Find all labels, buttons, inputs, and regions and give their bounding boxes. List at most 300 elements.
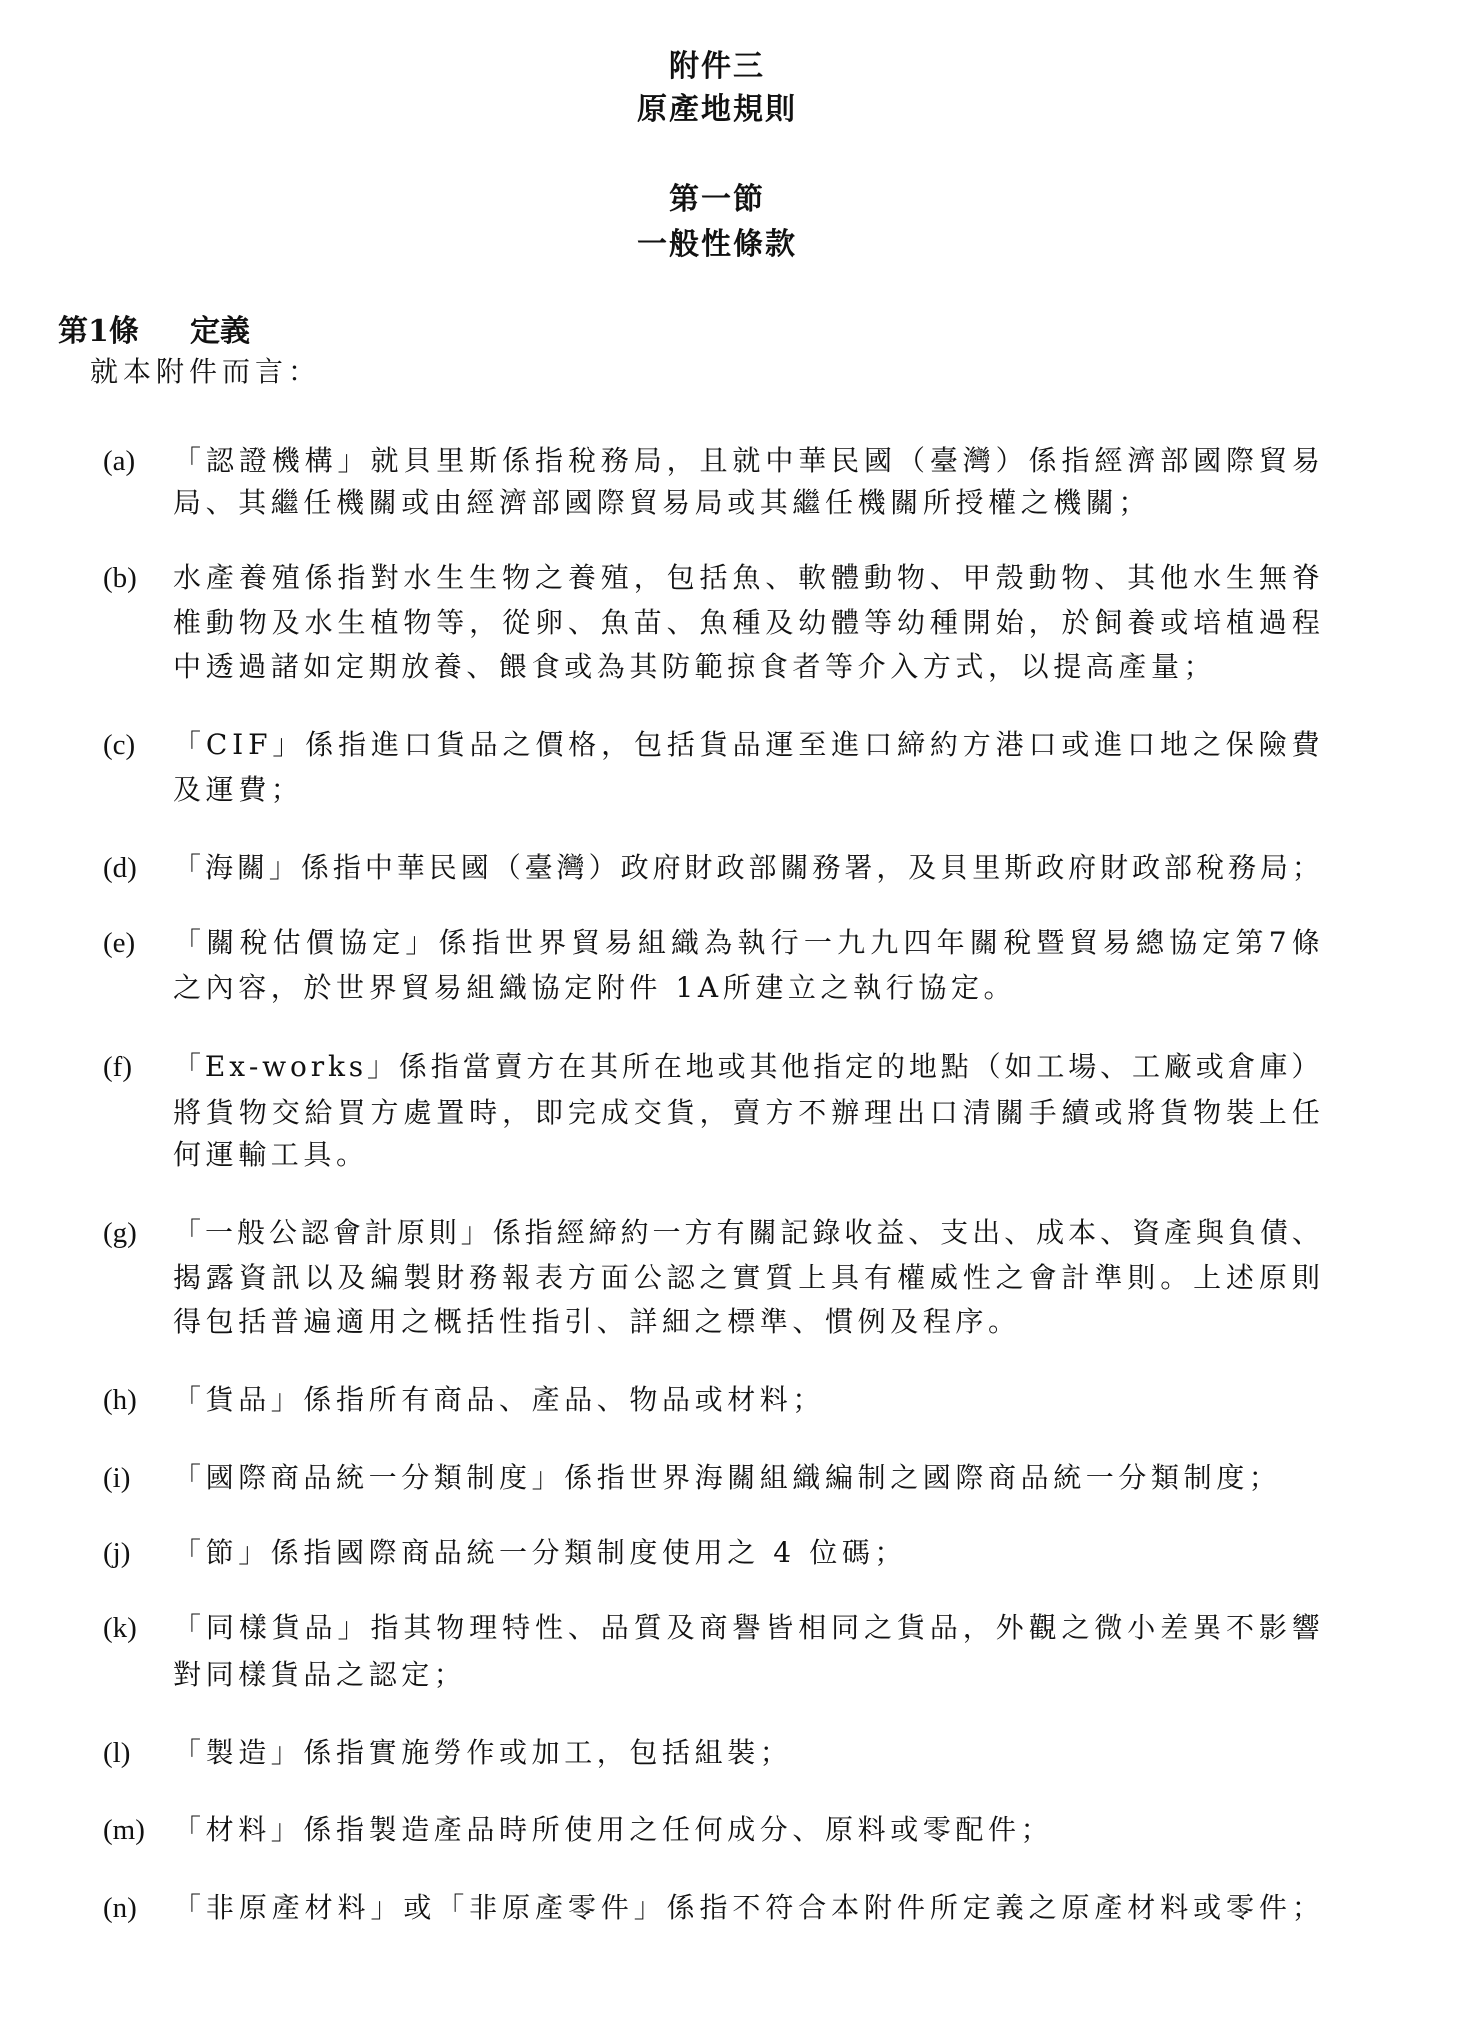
glyph: 一 [803,926,832,959]
glyph: 他 [781,1050,810,1083]
glyph: 同 [205,1611,234,1644]
glyph: 微 [1094,1611,1123,1644]
glyph: 關 [236,851,265,884]
glyph: 認 [300,1216,329,1249]
glyph: 物 [403,606,432,639]
glyph: 指 [370,1611,399,1644]
glyph: 格 [568,728,597,761]
glyph: ； [1291,851,1320,884]
glyph: 經 [1094,444,1123,477]
glyph: 本 [1068,1216,1097,1249]
glyph: ， [666,444,695,477]
glyph: 「 [173,851,202,884]
glyph: 理 [469,1611,498,1644]
glyph: 際 [1226,444,1255,477]
glyph: 財 [436,1261,465,1294]
definition-line [173,1047,1320,1087]
glyph: 國 [460,851,489,884]
glyph: 指 [338,728,367,761]
glyph: 估 [272,926,301,959]
glyph: 定 [962,1891,991,1924]
glyph: 殼 [995,561,1024,594]
glyph: 在 [653,1050,682,1083]
glyph: 方 [962,728,991,761]
definition-line: 對同樣貨品之認定； [173,1658,467,1691]
glyph: 民 [428,851,457,884]
glyph: 計 [1061,1261,1090,1294]
glyph: 「 [173,728,202,761]
glyph: 價 [305,926,334,959]
glyph: 臺 [524,851,553,884]
glyph: 即 [534,1096,563,1129]
glyph: 支 [940,1216,969,1249]
glyph: 物 [1193,1096,1222,1129]
glyph: ， [502,1096,531,1129]
glyph: 貨 [1160,1096,1189,1129]
glyph: ， [601,728,630,761]
glyph: 。 [1160,1261,1189,1294]
glyph: 之 [502,728,531,761]
glyph: 、 [765,561,794,594]
annex-title: 原產地規則 [637,92,797,127]
glyph: 」 [337,444,366,477]
glyph: 認 [666,1261,695,1294]
glyph: 面 [600,1261,629,1294]
definition-line [173,1093,1320,1133]
glyph: ， [1028,606,1057,639]
definition-label: (b) [103,562,137,594]
glyph: 或 [717,1050,746,1083]
glyph: 計 [364,1216,393,1249]
glyph: 軟 [798,561,827,594]
glyph: 、 [666,606,695,639]
glyph: 質 [765,1261,794,1294]
glyph: 益 [876,1216,905,1249]
glyph: 皆 [765,1611,794,1644]
glyph: 植 [370,606,399,639]
glyph: 當 [462,1050,491,1083]
glyph: 政 [620,851,649,884]
glyph: 成 [600,1096,629,1129]
glyph: 資 [1132,1216,1161,1249]
glyph: 經 [556,1216,585,1249]
glyph: 」 [268,851,297,884]
glyph: 係 [305,728,334,761]
glyph: 費 [1291,728,1320,761]
glyph: E [204,1050,226,1083]
glyph: 至 [798,728,827,761]
glyph: 相 [798,1611,827,1644]
glyph: （ [972,1050,1001,1083]
glyph: 記 [780,1216,809,1249]
glyph: 會 [1028,1261,1057,1294]
glyph: 指 [699,1891,728,1924]
glyph: 外 [995,1611,1024,1644]
glyph: 局 [633,444,662,477]
glyph: 產 [534,1891,563,1924]
glyph: ， [469,606,498,639]
glyph: 定 [845,1050,874,1083]
glyph: 貿 [571,926,600,959]
glyph: 」 [370,1891,399,1924]
glyph: 零 [567,1891,596,1924]
glyph: 中 [765,444,794,477]
glyph: 或 [403,1891,432,1924]
glyph: 之 [699,1261,728,1294]
glyph: 口 [403,728,432,761]
glyph: 就 [370,444,399,477]
glyph: 性 [962,1261,991,1294]
glyph: 貨 [699,728,728,761]
glyph: 港 [995,728,1024,761]
glyph: 易 [1102,926,1131,959]
glyph: 務 [1227,851,1256,884]
definition-line [173,725,1320,765]
glyph: 或 [1061,728,1090,761]
glyph: 體 [831,561,860,594]
glyph: 方 [567,1261,596,1294]
glyph: 、 [1004,1216,1033,1249]
glyph: 部 [748,851,777,884]
definition-line: 「國際商品統一分類制度」係指世界海關組織編制之國際商品統一分類制度； [173,1461,1282,1494]
glyph: 指 [332,851,361,884]
glyph: 保 [1225,728,1254,761]
glyph: 及 [908,851,937,884]
glyph: 品 [732,728,761,761]
glyph: 差 [1160,1611,1189,1644]
glyph: 織 [671,926,700,959]
glyph: 性 [534,1611,563,1644]
glyph: 培 [1193,606,1222,639]
glyph: 則 [1127,1261,1156,1294]
glyph: 露 [205,1261,234,1294]
glyph: 生 [337,606,366,639]
definition-line [173,441,1320,481]
glyph: 所 [622,1050,651,1083]
glyph: ） [588,851,617,884]
glyph: 「 [436,1891,465,1924]
glyph: 貿 [1258,444,1287,477]
glyph: 原 [396,1216,425,1249]
glyph: 魚 [699,606,728,639]
glyph: 係 [502,444,531,477]
glyph: 所 [929,1891,958,1924]
glyph: 上 [798,1261,827,1294]
glyph: 國 [1193,444,1222,477]
glyph: 局 [1259,851,1288,884]
definition-label: (g) [103,1217,137,1249]
glyph: 係 [398,1050,427,1083]
glyph: 合 [798,1891,827,1924]
definition-label: (f) [103,1051,132,1083]
glyph: 「 [173,1611,202,1644]
glyph: 品 [600,1611,629,1644]
glyph: 種 [732,606,761,639]
glyph: 口 [864,728,893,761]
glyph: 定 [372,926,401,959]
glyph: 構 [304,444,333,477]
glyph: 產 [205,561,234,594]
definition-label: (a) [103,445,136,477]
section-number: 第一節 [669,182,765,217]
glyph: s [348,1050,364,1083]
glyph: 及 [337,1261,366,1294]
definition-label: (j) [103,1537,131,1569]
glyph: 一 [204,1216,233,1249]
definition-label: (l) [103,1737,131,1769]
glyph: 威 [929,1261,958,1294]
glyph: 理 [864,1096,893,1129]
glyph: 符 [765,1891,794,1924]
glyph: 般 [236,1216,265,1249]
glyph: 水 [173,561,202,594]
glyph: 關 [748,1216,777,1249]
glyph: 零 [1226,1891,1255,1924]
glyph: 將 [1127,1096,1156,1129]
glyph: 商 [699,1611,728,1644]
glyph: 品 [304,1611,333,1644]
glyph: 廠 [1163,1050,1192,1083]
glyph: 同 [831,1611,860,1644]
definition-label: (c) [103,729,136,761]
glyph: 之 [534,561,563,594]
glyph: 其 [590,1050,619,1083]
glyph: 或 [1160,606,1189,639]
glyph: o [290,1050,307,1083]
glyph: 里 [436,444,465,477]
glyph: 水 [304,606,333,639]
glyph: 「 [173,1050,202,1083]
glyph: 殖 [600,561,629,594]
glyph: 貨 [666,1096,695,1129]
glyph: 任 [1291,1096,1320,1129]
annex-number: 附件三 [669,49,765,84]
glyph: 貝 [940,851,969,884]
glyph: 料 [337,1891,366,1924]
glyph: 係 [300,851,329,884]
glyph: 「 [173,444,202,477]
glyph: 價 [535,728,564,761]
definition-line: 局、其繼任機關或由經濟部國際貿易局或其繼任機關所授權之機關； [173,486,1152,519]
glyph: 場 [1068,1050,1097,1083]
glyph: 交 [633,1096,662,1129]
glyph: 、 [1100,1216,1129,1249]
glyph: 表 [534,1261,563,1294]
glyph: 程 [1291,606,1320,639]
definition-label: (i) [103,1462,131,1494]
glyph: 非 [205,1891,234,1924]
glyph: 具 [831,1261,860,1294]
glyph: 務 [469,1261,498,1294]
glyph: 締 [897,728,926,761]
glyph: 總 [1135,926,1164,959]
glyph: 如 [1004,1050,1033,1083]
glyph: 買 [337,1096,366,1129]
glyph: 稅 [567,444,596,477]
glyph: 包 [634,728,663,761]
glyph: 財 [684,851,713,884]
glyph: 他 [1160,561,1189,594]
glyph: 貝 [403,444,432,477]
glyph: 暨 [1036,926,1065,959]
glyph: 易 [604,926,633,959]
glyph: ； [1291,1891,1320,1924]
glyph: 約 [929,728,958,761]
glyph: 產 [1164,1216,1193,1249]
definition-line: 得包括普遍適用之概括性指引、詳細之標準、慣例及程序。 [173,1305,1021,1338]
glyph: 係 [304,561,333,594]
glyph: 之 [1028,1891,1057,1924]
glyph: 或 [1094,1096,1123,1129]
glyph: 在 [558,1050,587,1083]
glyph: 庫 [1259,1050,1288,1083]
glyph: 件 [1258,1891,1287,1924]
glyph: 工 [1132,1050,1161,1083]
glyph: 脊 [1291,561,1320,594]
glyph: 出 [972,1216,1001,1249]
glyph: 方 [370,1096,399,1129]
glyph: 質 [633,1611,662,1644]
glyph: ， [633,561,662,594]
glyph: 續 [1061,1096,1090,1129]
glyph: 辦 [831,1096,860,1129]
glyph: 債 [1259,1216,1288,1249]
glyph: 述 [1226,1261,1255,1294]
glyph: 水 [1193,561,1222,594]
definition-line [173,848,1320,888]
glyph: 務 [812,851,841,884]
glyph: I [232,728,244,761]
glyph: 生 [436,561,465,594]
glyph: 幼 [896,606,925,639]
definition-label: (m) [103,1814,145,1846]
glyph: 點 [940,1050,969,1083]
glyph: ， [876,851,905,884]
definition-line: 「材料」係指製造產品時所使用之任何成分、原料或零配件； [173,1813,1054,1846]
glyph: 體 [831,606,860,639]
glyph: 種 [929,606,958,639]
glyph: 指 [534,444,563,477]
glyph: 有 [864,1261,893,1294]
glyph: 民 [831,444,860,477]
glyph: 國 [864,444,893,477]
glyph: 里 [972,851,1001,884]
glyph: 無 [1258,561,1287,594]
glyph: 貨 [271,1611,300,1644]
glyph: F [248,728,268,761]
glyph: 政 [1132,851,1161,884]
glyph: k [327,1050,345,1083]
glyph: 「 [173,1891,202,1924]
glyph: 觀 [1028,1611,1057,1644]
glyph: （ [896,444,925,477]
glyph: 等 [436,606,465,639]
glyph: 稅 [1196,851,1225,884]
glyph: ） [1291,1050,1320,1083]
definition-line: 「節」係指國際商品統一分類制度使用之 4 位碼； [173,1536,908,1569]
glyph: 公 [633,1261,662,1294]
glyph: 動 [1028,561,1057,594]
glyph: 及 [765,606,794,639]
glyph: 部 [1164,851,1193,884]
glyph: 始 [995,606,1024,639]
glyph: 貨 [436,728,465,761]
glyph: 物 [502,561,531,594]
glyph: 成 [1036,1216,1065,1249]
glyph: 義 [995,1891,1024,1924]
glyph: 材 [304,1891,333,1924]
glyph: 物 [238,606,267,639]
glyph: 編 [370,1261,399,1294]
glyph: 、 [929,561,958,594]
glyph: 指 [471,926,500,959]
glyph: 之 [1192,728,1221,761]
glyph: 養 [567,561,596,594]
article-title: 定義 [190,314,250,349]
glyph: 地 [908,1050,937,1083]
glyph: 九 [837,926,866,959]
glyph: 手 [1028,1096,1057,1129]
glyph: 濟 [1127,444,1156,477]
glyph: 指 [524,1216,553,1249]
glyph: 錄 [812,1216,841,1249]
glyph: 製 [403,1261,432,1294]
glyph: 一 [652,1216,681,1249]
glyph: 華 [798,444,827,477]
glyph: 原 [1258,1261,1287,1294]
definition-line: 「貨品」係指所有商品、產品、物品或材料； [173,1383,826,1416]
glyph: 第 [1235,926,1264,959]
glyph: 件 [600,1891,629,1924]
glyph: 地 [685,1050,714,1083]
glyph: 署 [844,851,873,884]
glyph: 魚 [732,561,761,594]
glyph: 特 [502,1611,531,1644]
glyph: 包 [666,561,695,594]
glyph: 實 [732,1261,761,1294]
glyph: 譽 [732,1611,761,1644]
glyph: 等 [864,606,893,639]
glyph: 約 [620,1216,649,1249]
glyph: 」 [633,1891,662,1924]
glyph: 品 [469,728,498,761]
glyph: 機 [271,444,300,477]
glyph: - [248,1050,259,1083]
glyph: 政 [716,851,745,884]
glyph: 世 [505,926,534,959]
glyph: 口 [1127,728,1156,761]
glyph: 養 [238,561,267,594]
glyph: 」 [405,926,434,959]
definition-line [173,558,1320,598]
glyph: 影 [1258,1611,1287,1644]
article-number: 第1條 [58,314,139,349]
definition-label: (e) [103,927,136,959]
glyph: 」 [367,1050,396,1083]
glyph: 險 [1258,728,1287,761]
glyph: 收 [844,1216,873,1249]
glyph: 部 [1160,444,1189,477]
glyph: 水 [403,561,432,594]
glyph: 動 [864,561,893,594]
glyph: 、 [567,1611,596,1644]
glyph: 物 [896,561,925,594]
glyph: 政 [1036,851,1065,884]
glyph: 灣 [962,444,991,477]
glyph: 負 [1227,1216,1256,1249]
glyph: 」 [337,1611,366,1644]
glyph: 且 [699,444,728,477]
